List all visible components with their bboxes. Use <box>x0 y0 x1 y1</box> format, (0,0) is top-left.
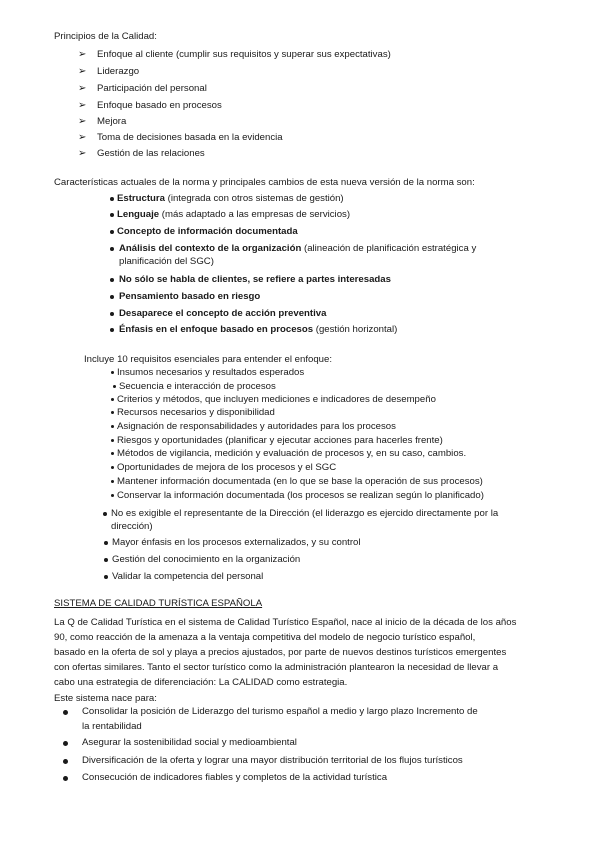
otros-item: No es exigible el representante de la Dirección (el liderazgo es ejercido directamente por la <box>111 508 499 519</box>
bullet-dot-icon <box>110 213 114 217</box>
principio-item: Mejora <box>97 116 127 127</box>
bullet-dot-icon <box>104 575 108 579</box>
bullet-dot-icon <box>111 425 114 428</box>
bullet-dot-icon <box>111 411 114 414</box>
sistema-item: Consecución de indicadores fiables y completos de la actividad turística <box>82 772 388 783</box>
arrow-bullet-icon: ➢ <box>78 148 87 159</box>
requisitos-intro: Incluye 10 requisitos esenciales para entender el enfoque: <box>84 354 333 365</box>
arrow-bullet-icon: ➢ <box>78 66 87 77</box>
otros-item: Mayor énfasis en los procesos externalizados, y su control <box>112 537 361 548</box>
bullet-dot-icon <box>110 230 114 234</box>
requisito-item: Oportunidades de mejora de los procesos y el SGC <box>117 462 337 473</box>
sistema-item: Asegurar la sostenibilidad social y medioambiental <box>82 737 297 748</box>
caracteristica-item: Estructura (integrada con otros sistemas de gestión) <box>117 193 344 204</box>
otros-item: Gestión del conocimiento en la organización <box>112 554 301 565</box>
bullet-dot-icon <box>110 295 114 299</box>
arrow-bullet-icon: ➢ <box>78 116 87 127</box>
requisito-item: Riesgos y oportunidades (planificar y ejecutar acciones para hacerles frente) <box>117 435 443 446</box>
principio-item: Enfoque al cliente (cumplir sus requisitos y superar sus expectativas) <box>97 49 391 60</box>
requisito-item: Insumos necesarios y resultados esperados <box>117 367 305 378</box>
bullet-dot-icon <box>111 439 114 442</box>
bullet-dot-icon <box>113 385 116 388</box>
otros-item-continuation: dirección) <box>111 521 153 532</box>
arrow-bullet-icon: ➢ <box>78 83 87 94</box>
caracteristica-item: Concepto de información documentada <box>117 226 298 237</box>
requisito-item: Mantener información documentada (en lo que se base la operación de sus procesos) <box>117 476 483 487</box>
caracteristica-item: Desaparece el concepto de acción preventiva <box>119 308 327 319</box>
paragraph-line: La Q de Calidad Turística en el sistema de Calidad Turístico Español, nace al inicio de la década de los años <box>54 617 517 628</box>
bullet-dot-icon <box>111 371 114 374</box>
principio-item: Gestión de las relaciones <box>97 148 205 159</box>
paragraph-line: con ofertas similares. Tanto el sector turístico como la administración plantearon la necesidad de llevar a <box>54 662 499 673</box>
bullet-dot-icon <box>104 541 108 545</box>
bullet-dot-icon <box>110 197 114 201</box>
requisito-item: Conservar la información documentada (los procesos se realizan según lo planificado) <box>117 490 484 501</box>
principio-item: Toma de decisiones basada en la evidencia <box>97 132 283 143</box>
principio-item: Participación del personal <box>97 83 207 94</box>
bullet-dot-icon <box>63 710 68 715</box>
principios-title: Principios de la Calidad: <box>54 31 157 42</box>
sistema-item: Diversificación de la oferta y lograr una mayor distribución territorial de los flujos turísticos <box>82 755 463 766</box>
bullet-dot-icon <box>110 278 114 282</box>
nace-para-label: Este sistema nace para: <box>54 693 157 704</box>
caracteristicas-intro: Características actuales de la norma y principales cambios de esta nueva versión de la norma son: <box>54 177 475 188</box>
bullet-dot-icon <box>63 759 68 764</box>
arrow-bullet-icon: ➢ <box>78 49 87 60</box>
bullet-dot-icon <box>111 480 114 483</box>
paragraph-line: basado en la oferta de sol y playa a precios ajustados, por parte de nuevos destinos turísticos emergentes <box>54 647 507 658</box>
bullet-dot-icon <box>103 512 107 516</box>
arrow-bullet-icon: ➢ <box>78 100 87 111</box>
bullet-dot-icon <box>63 776 68 781</box>
paragraph-line: 90, como reacción de la amenaza a la ventaja competitiva del modelo de negocio turístico español, <box>54 632 476 643</box>
requisito-item: Recursos necesarios y disponibilidad <box>117 407 275 418</box>
bullet-dot-icon <box>110 247 114 251</box>
bullet-dot-icon <box>110 328 114 332</box>
bullet-dot-icon <box>111 452 114 455</box>
principio-item: Liderazgo <box>97 66 140 77</box>
requisito-item: Secuencia e interacción de procesos <box>119 381 276 392</box>
caracteristica-item: Lenguaje (más adaptado a las empresas de servicios) <box>117 209 351 220</box>
paragraph-line: cabo una estrategia de diferenciación: La CALIDAD como estrategia. <box>54 677 348 688</box>
principio-item: Enfoque basado en procesos <box>97 100 222 111</box>
bullet-dot-icon <box>110 312 114 316</box>
caracteristica-item: No sólo se habla de clientes, se refiere a partes interesadas <box>119 274 391 285</box>
caracteristica-item: Pensamiento basado en riesgo <box>119 291 261 302</box>
otros-item: Validar la competencia del personal <box>112 571 264 582</box>
bullet-dot-icon <box>104 558 108 562</box>
requisito-item: Criterios y métodos, que incluyen mediciones e indicadores de desempeño <box>117 394 436 405</box>
bullet-dot-icon <box>111 466 114 469</box>
caracteristica-item: Énfasis en el enfoque basado en procesos (gestión horizontal) <box>119 324 398 335</box>
bullet-dot-icon <box>63 741 68 746</box>
sistema-item-continuation: la rentabilidad <box>82 721 142 732</box>
bullet-dot-icon <box>111 398 114 401</box>
bullet-dot-icon <box>111 494 114 497</box>
caracteristica-item-continuation: planificación del SGC) <box>119 256 214 267</box>
section-heading: SISTEMA DE CALIDAD TURÍSTICA ESPAÑOLA <box>54 598 263 609</box>
requisito-item: Métodos de vigilancia, medición y evaluación de procesos y, en su caso, cambios. <box>117 448 467 459</box>
arrow-bullet-icon: ➢ <box>78 132 87 143</box>
caracteristica-item: Análisis del contexto de la organización (alineación de planificación estratégica y <box>119 243 477 254</box>
requisito-item: Asignación de responsabilidades y autoridades para los procesos <box>117 421 396 432</box>
sistema-item: Consolidar la posición de Liderazgo del turismo español a medio y largo plazo Incremento de <box>82 706 478 717</box>
